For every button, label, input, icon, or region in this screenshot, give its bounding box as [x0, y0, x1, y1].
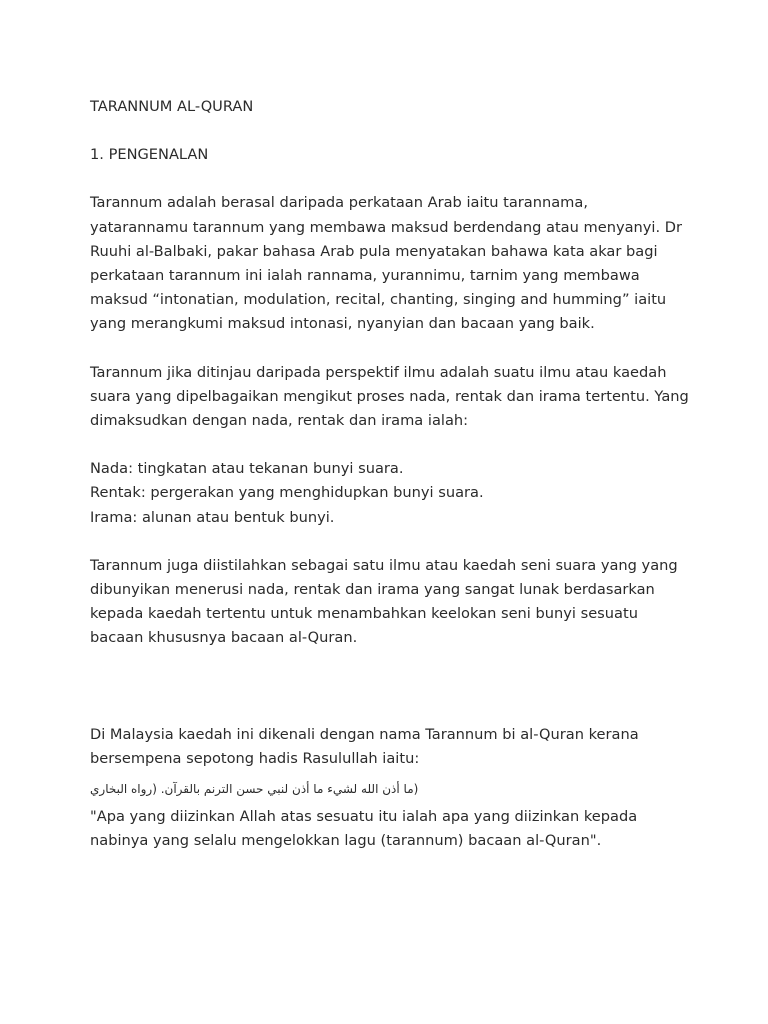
document-title: TARANNUM AL-QURAN — [90, 98, 254, 115]
section-heading: 1. PENGENALAN — [90, 146, 209, 164]
paragraph-2: Tarannum jika ditinjau daripada perspektif ilmu adalah suatu ilmu atau kaedah suara yang dipelbagaikan mengikut proses nada, rentak dan irama tertentu. Yang dimaksudkan dengan nada, rentak dan irama ialah: — [90, 363, 689, 430]
paragraph-3: Tarannum juga diistilahkan sebagai satu ilmu atau kaedah seni suara yang yang dibunyikan menerusi nada, rentak dan irama yang sangat lunak berdasarkan kepada kaedah tertentu untuk menambahkan keelokan seni bunyi sesuatu bacaan khususnya bacaan al-Quran. — [90, 556, 678, 647]
blank-space — [90, 675, 690, 723]
definition-irama: Irama: alunan atau bentuk bunyi. — [90, 508, 335, 526]
definition-nada: Nada: tingkatan atau tekanan bunyi suara. — [90, 460, 404, 478]
definition-list — [90, 457, 690, 530]
definition-rentak: Rentak: pergerakan yang menghidupkan bunyi suara. — [90, 484, 484, 502]
paragraph-4: Di Malaysia kaedah ini dikenali dengan nama Tarannum bi al-Quran kerana bersempena sepotong hadis Rasulullah iaitu: — [90, 725, 639, 767]
paragraph-1: Tarannum adalah berasal daripada perkataan Arab iaitu tarannama, yatarannamu tarannum yang membawa maksud berdendang atau menyanyi. Dr Ruuhi al-Balbaki, pakar bahasa Arab pula menyatakan bahawa kata akar bagi perkataan tarannum ini ialah rannama, yurannimu, tarnim yang membawa maksud “intonatian, modulation, recital, chanting, singing and humming” iaitu yang merangkumi maksud intonasi, nyanyian dan bacaan yang baik. — [90, 194, 682, 333]
arabic-hadith: (ما أذن الله لشيء ما أذن لنبي حسن الترنم بالقرآن. (رواه البخاري — [90, 782, 419, 797]
hadith-translation: "Apa yang diizinkan Allah atas sesuatu itu ialah apa yang diizinkan kepada nabinya yang selalu mengelokkan lagu (tarannum) bacaan al-Quran". — [90, 808, 638, 850]
document-page — [90, 95, 690, 853]
